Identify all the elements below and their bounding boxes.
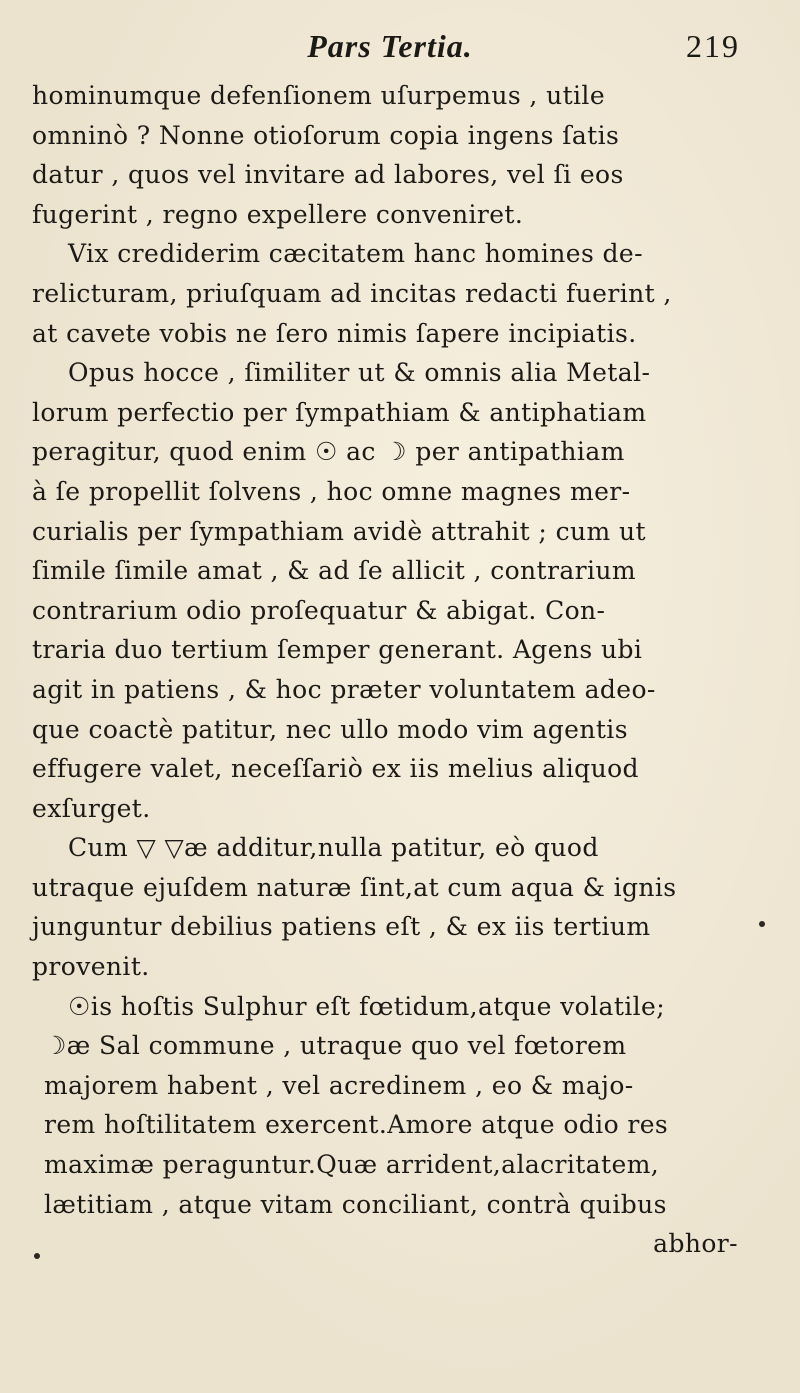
paragraph-start-line: Vix crediderim cæcitatem hanc homines de- [68, 239, 643, 269]
text-line: rem hoſtilitatem exercent.Amore atque odio res [44, 1110, 669, 1140]
page-header [0, 28, 800, 72]
text-line: at cavete vobis ne ſero nimis ſapere incipiatis. [32, 318, 637, 348]
text-line: lorum perfectio per ſympathiam & antiphatiam [32, 397, 647, 427]
running-title: Pars Tertia. [307, 28, 473, 64]
text-line: effugere valet, neceſſariò ex iis melius aliquod [32, 754, 639, 784]
paragraph-start-line: Opus hocce , ſimiliter ut & omnis alia Metal- [68, 358, 651, 388]
text-line: hominumque defenſionem uſurpemus , utile [32, 81, 606, 110]
text-line: lætitiam , atque vitam conciliant, contrà quibus [44, 1189, 667, 1219]
text-line: junguntur debilius patiens eſt , & ex iis tertium [32, 912, 651, 942]
text-line: provenit. [32, 952, 150, 982]
text-line: ☽æ Sal commune , utraque quo vel fœtorem [44, 1031, 627, 1061]
text-line: agit in patiens , & hoc præter voluntatem adeo- [32, 674, 656, 704]
margin-dot [34, 1253, 40, 1259]
text-line: contrarium odio proſequatur & abigat. Con- [32, 595, 606, 625]
text-line: utraque ejuſdem naturæ ſint,at cum aqua & ignis [32, 872, 677, 902]
text-line: à ſe propellit ſolvens , hoc omne magnes mer- [32, 476, 631, 506]
paragraph-start-line: Cum ▽ ▽æ additur,nulla patitur, eò quod [68, 833, 599, 863]
text-line: curialis per ſympathiam avidè attrahit ; cum ut [32, 516, 646, 546]
text-line: que coactè patitur, nec ullo modo vim agentis [32, 714, 628, 744]
text-line: omninò ? Nonne otioſorum copia ingens ſatis [32, 120, 620, 150]
text-line: fugerint , regno expellere conveniret. [32, 199, 524, 229]
text-line: peragitur, quod enim ☉ ac ☽ per antipathiam [32, 437, 625, 467]
margin-dot [759, 921, 765, 927]
text-line: maximæ peraguntur.Quæ arrident,alacritatem, [44, 1150, 660, 1180]
catchword: abhor- [653, 1229, 738, 1259]
text-line: exſurget. [32, 793, 151, 823]
text-line: majorem habent , vel acredinem , eo & majo- [44, 1070, 634, 1100]
text-line: relicturam, priuſquam ad incitas redacti fuerint , [32, 278, 672, 308]
text-line: datur , quos vel invitare ad labores, vel ſi eos [32, 160, 624, 190]
text-line: traria duo tertium ſemper generant. Agens ubi [32, 635, 643, 665]
text-line: ſimile ſimile amat , & ad ſe allicit , contrarium [32, 556, 637, 586]
body-text [32, 76, 772, 1264]
page-number: 219 [686, 28, 740, 64]
paragraph-start-line: ☉is hoſtis Sulphur eſt fœtidum,atque volatile; [68, 991, 666, 1021]
